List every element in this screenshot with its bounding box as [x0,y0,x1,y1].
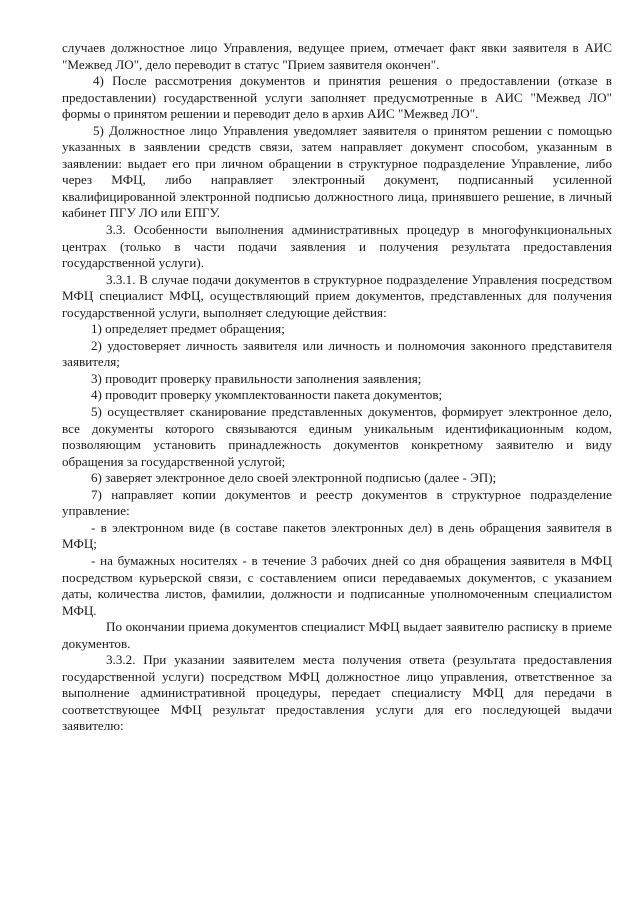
list-item-5: 5) осуществляет сканирование представленных документов, формирует электронное дело, все документы которого связываются единым уникальным идентификационным кодом, позволяющим установить принадлежность документов конкретному заявителю и виду обращения за государственной услугой; [62,404,612,469]
list-item-4: 4) проводит проверку укомплектованности пакета документов; [91,387,443,403]
dash-item-paper: - на бумажных носителях - в течение 3 рабочих дней со дня обращения заявителя в МФЦ посредством курьерской связи, с составлением описи передаваемых документов, с указанием даты, количества листов, фамилии, должности и подписанные уполномоченным специалистом МФЦ. [62,552,612,618]
paragraph-receipt: По окончании приема документов специалист МФЦ выдает заявителю расписку в приеме документов. [62,619,612,651]
document-body [62,40,612,735]
list-item-3: 3) проводит проверку правильности заполнения заявления; [91,370,422,386]
paragraph-item-5-notify: 5) Должностное лицо Управления уведомляет заявителя о принятом решении с помощью указанных в заявлении средств связи, затем направляет документ способом, указанным в заявлении: выдает его при личном обращении в структурное подразделение Управление, либо через МФЦ, либо направляет электронный документ, подписанный усиленной квалифицированной электронной подписью должностного лица, принявшего решение, в личный кабинет ПГУ ЛО или ЕПГУ. [62,122,612,221]
list-item-7: 7) направляет копии документов и реестр документов в структурное подразделение управление: [62,486,612,519]
list-item-2: 2) удостоверяет личность заявителя или личность и полномочия законного представителя заявителя; [62,337,612,370]
list-item-1: 1) определяет предмет обращения; [91,321,285,337]
section-3-3-heading: 3.3. Особенности выполнения административных процедур в многофункциональных центрах (только в части подачи заявления и получения результата предоставления государственной услуги). [62,222,612,271]
paragraph-3-3-2: 3.3.2. При указании заявителем места получения ответа (результата предоставления государственной услуги) посредством МФЦ должностное лицо управления, ответственное за выполнение административной процедуры, передает специалисту МФЦ для передачи в соответствующее МФЦ результат предоставления услуги для его последующей выдачи заявителю: [62,652,612,734]
paragraph-continuation: случаев должностное лицо Управления, ведущее прием, отмечает факт явки заявителя в АИС "Межвед ЛО", дело переводит в статус "Прием заявителя окончен". [62,40,612,72]
list-item-6: 6) заверяет электронное дело своей электронной подписью (далее - ЭП); [91,470,497,486]
paragraph-3-3-1: 3.3.1. В случае подачи документов в структурное подразделение Управления посредством МФЦ специалист МФЦ, осуществляющий прием документов, представленных для получения государственной услуги, выполняет следующие действия: [62,271,612,320]
paragraph-item-4-archive: 4) После рассмотрения документов и принятия решения о предоставлении (отказе в предоставлении) государственной услуги заполняет предусмотренные в АИС "Межвед ЛО" формы о принятом решении и переводит дело в архив АИС "Межвед ЛО". [62,73,612,122]
dash-item-electronic: - в электронном виде (в составе пакетов электронных дел) в день обращения заявителя в МФЦ; [62,519,612,552]
